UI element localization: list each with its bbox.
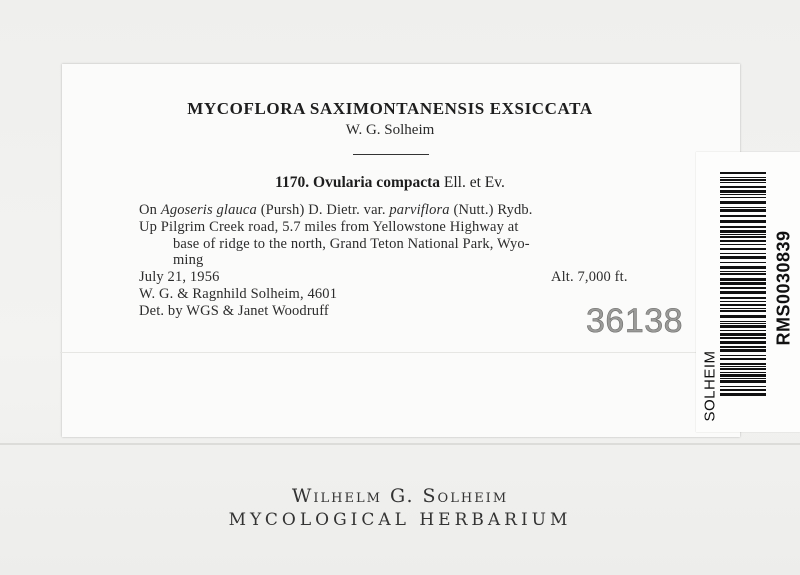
barcode-bar	[720, 308, 766, 309]
barcode-bar	[720, 266, 766, 269]
barcode-bar	[720, 310, 766, 312]
barcode-bar	[720, 215, 766, 217]
determiner: Det. by WGS & Janet Woodruff	[139, 303, 329, 319]
locality-line-2: base of ridge to the north, Grand Teton National Park, Wyo-	[173, 236, 530, 252]
herbarium-name: Wilhelm G. Solheim	[291, 485, 509, 507]
locality-line-1: Up Pilgrim Creek road, 5.7 miles from Yellowstone Highway at	[139, 219, 519, 235]
barcode-bar	[720, 291, 766, 294]
barcode-bar	[720, 244, 766, 245]
barcode-bar	[720, 209, 766, 212]
barcode-bar	[720, 393, 766, 396]
barcode-bar	[720, 186, 766, 188]
barcode-bar	[720, 197, 766, 198]
barcode-bar	[720, 304, 766, 306]
barcode-bar	[720, 190, 766, 193]
species-authority: Ell. et Ev.	[443, 174, 505, 191]
barcode-bar	[720, 301, 766, 302]
barcode-bar	[720, 333, 766, 336]
species-name: Ovularia compacta	[313, 174, 441, 191]
specimen-number-line	[60, 174, 720, 192]
title-divider	[353, 154, 429, 155]
barcode-bar	[720, 177, 766, 178]
barcode-bar	[720, 321, 766, 322]
barcode-bar	[720, 248, 766, 250]
barcode-bar	[720, 207, 766, 208]
barcode-bar	[720, 337, 766, 339]
barcode-graphic	[720, 172, 766, 400]
host-species: Agoseris glauca	[160, 202, 257, 218]
barcode-bar	[720, 363, 766, 365]
barcode-bar	[720, 201, 766, 204]
barcode-bar	[720, 358, 766, 360]
barcode-bar	[720, 323, 766, 324]
barcode-bar	[720, 366, 766, 367]
collection-date: July 21, 1956	[139, 269, 220, 285]
barcode-bar	[720, 230, 766, 233]
barcode-number: RMS0030839	[773, 230, 794, 346]
barcode-bar	[720, 287, 766, 289]
barcode-bar	[720, 374, 766, 377]
barcode-bar	[720, 330, 766, 331]
specimen-number: 1170.	[275, 174, 310, 191]
host-authority: (Pursh) D. Dietr. var.	[260, 202, 386, 218]
altitude: Alt. 7,000 ft.	[551, 269, 628, 285]
sheet-fold-edge	[0, 443, 800, 445]
barcode-bar	[720, 253, 766, 254]
barcode-bar	[720, 226, 766, 228]
barcode-bar	[720, 297, 766, 299]
barcode-bar	[720, 368, 766, 370]
barcode-herbarium-tag: SOLHEIM	[701, 350, 719, 422]
barcode-bar	[720, 349, 766, 352]
host-line	[139, 202, 727, 218]
barcode-bar	[720, 194, 766, 195]
host-variety: parviflora	[389, 202, 450, 218]
barcode-bar	[720, 182, 766, 183]
barcode-bar	[720, 389, 766, 391]
barcode-bar	[720, 282, 766, 285]
barcode-bar	[720, 273, 766, 275]
accession-number: 36138	[586, 302, 684, 340]
barcode-bar	[720, 386, 766, 387]
locality-line-3: ming	[173, 252, 204, 268]
herbarium-subtitle: MYCOLOGICAL HERBARIUM	[228, 510, 572, 530]
collectors: W. G. & Ragnhild Solheim, 4601	[139, 286, 338, 302]
barcode-bar	[720, 256, 766, 259]
host-prefix: On	[139, 202, 158, 218]
barcode-bar	[720, 179, 766, 181]
label-title: MYCOFLORA SAXIMONTANENSIS EXSICCATA	[187, 99, 593, 118]
barcode-bar	[720, 325, 766, 328]
barcode-bar	[720, 172, 766, 174]
barcode-bar	[720, 341, 766, 344]
barcode-bar	[720, 378, 766, 379]
barcode-bar	[720, 346, 766, 348]
barcode-bar	[720, 220, 766, 223]
barcode-bar	[720, 355, 766, 356]
barcode-bar	[720, 315, 766, 318]
barcode-bar	[720, 236, 766, 238]
barcode-bar	[720, 240, 766, 242]
barcode-bar	[720, 372, 766, 373]
barcode-bar	[720, 262, 766, 263]
barcode-bar	[720, 271, 766, 272]
host-variety-authority: (Nutt.) Rydb.	[453, 202, 533, 218]
barcode-bar	[720, 380, 766, 383]
barcode-bar	[720, 278, 766, 281]
label-author: W. G. Solheim	[345, 122, 435, 138]
barcode-bar	[720, 234, 766, 235]
